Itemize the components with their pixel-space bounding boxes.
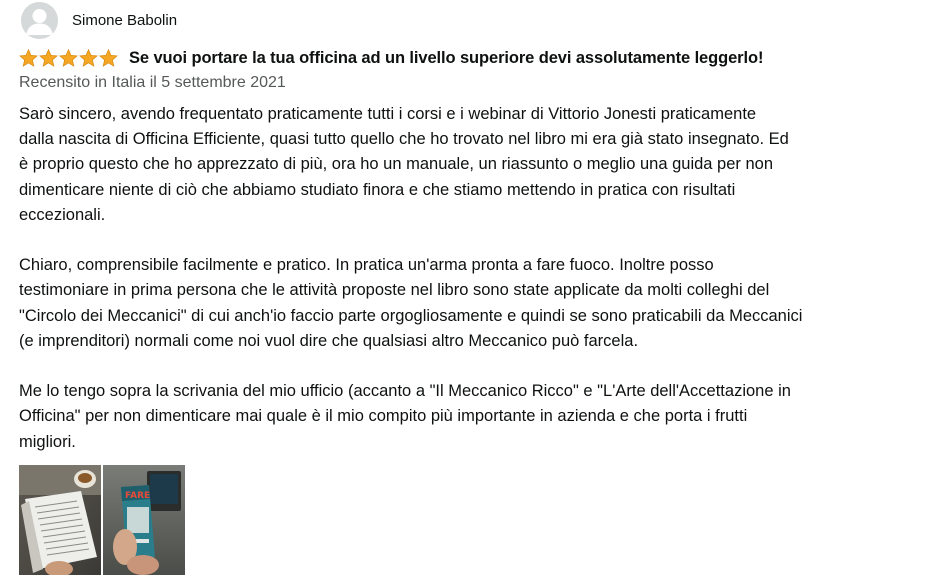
star-icon — [19, 49, 38, 67]
review-date: Recensito in Italia il 5 settembre 2021 — [19, 74, 286, 91]
review-photo-book-cover[interactable] — [103, 465, 185, 575]
reviewer-name[interactable]: Simone Babolin — [72, 11, 178, 29]
photo-cover-text: FARE — [125, 491, 151, 501]
review-paragraph: Sarò sincero, avendo frequentato praticamente tutti i corsi e i webinar di Vittorio Jonesti praticamente dalla nascita di Officina Efficiente, quasi tutto quello che ho trovato nel libro mi era già stato insegnato. Ed è proprio questo che ho apprezzato di più, ora ho un manuale, un riassunto o meglio una guida per non dimenticare niente di ciò che abbiamo studiato finora e che stiamo mettendo in pratica con risultati eccezionali. — [19, 105, 789, 224]
review-photo-book-pages[interactable] — [19, 465, 101, 575]
star-icon — [39, 49, 58, 67]
star-rating[interactable] — [19, 49, 119, 67]
star-icon — [79, 49, 98, 67]
reviewer-profile[interactable] — [21, 1, 177, 39]
review-images — [19, 465, 185, 575]
star-icon — [59, 49, 78, 67]
review-paragraph: Me lo tengo sopra la scrivania del mio ufficio (accanto a "Il Meccanico Ricco" e "L'Arte dell'Accettazione in Officina" per non dimenticare mai quale è il mio compito più importante in azienda e che porta i frutti migliori. — [19, 382, 791, 451]
default-user-avatar-icon[interactable] — [21, 2, 58, 39]
review-title-row — [19, 46, 763, 70]
star-icon — [99, 49, 118, 67]
review-body — [19, 102, 899, 480]
review-title[interactable]: Se vuoi portare la tua officina ad un livello superiore devi assolutamente leggerlo! — [129, 48, 764, 67]
review-paragraph: Chiaro, comprensibile facilmente e pratico. In pratica un'arma pronta a fare fuoco. Inoltre posso testimoniare in prima persona che le attività proposte nel libro sono state applicate da molti colleghi del "Circolo dei Meccanici" di cui anch'io faccio parte orgogliosamente e quindi se sono praticabili da Meccanici (e imprenditori) normali come noi vuol dire che qualsiasi altro Meccanico può farcela. — [19, 256, 803, 350]
